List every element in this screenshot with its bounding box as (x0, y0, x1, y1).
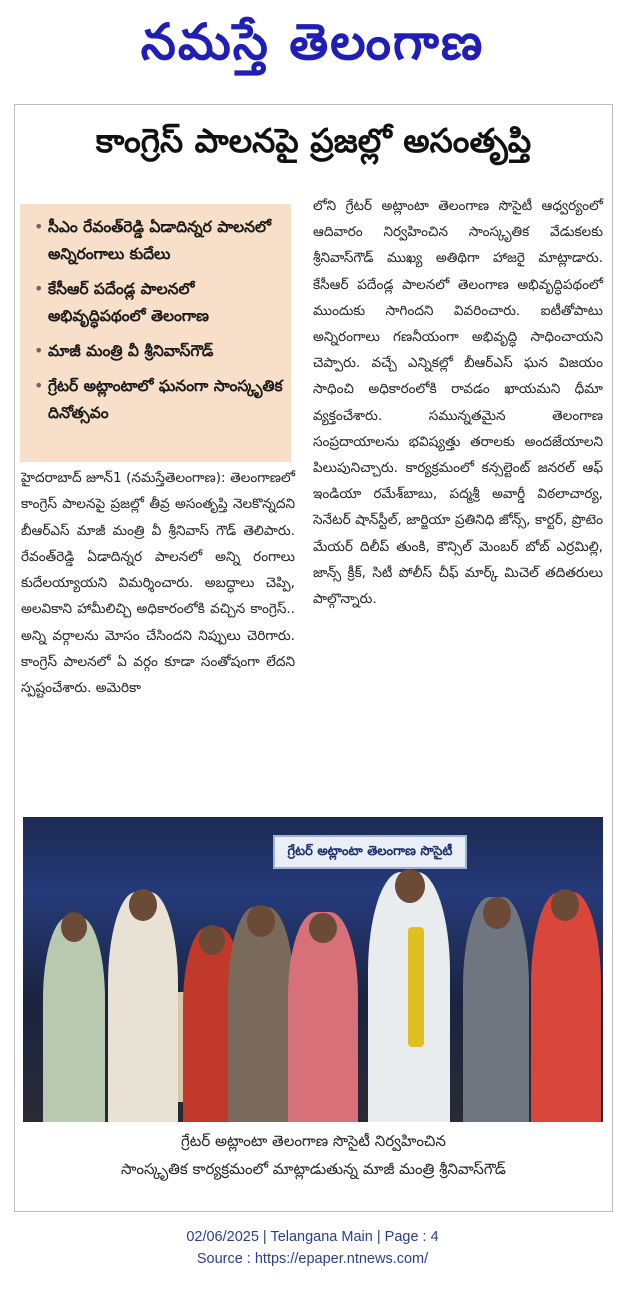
person-head (129, 889, 157, 921)
caption-line: గ్రేటర్ అట్లాంటా తెలంగాణ సొసైటీ నిర్వహించిన (181, 1132, 446, 1150)
body-column-left: హైదరాబాద్ జూన్1 (నమస్తేతెలంగాణ): తెలంగాణలో కాంగ్రెస్ పాలనపై ప్రజల్లో తీవ్ర అసంతృప్తి నెలకొన్నదని బీఆర్ఎస్ మాజీ మంత్రి వీ శ్రీనివాస్ గౌడ్ తెలిపారు. రేవంత్‌రెడ్డి ఏడాదిన్నర పాలనలో అన్ని రంగాలు కుదేలయ్యాయని విమర్శించారు. అబద్ధాలు చెప్పి, అలవికాని హామీలిచ్చి అధికారంలోకి వచ్చిన కాంగ్రెస్.. అన్ని వర్గాలను మోసం చేసిందని నిప్పులు చెరిగారు. కాంగ్రెస్ పాలనలో ఏ వర్గం కూడా సంతోషంగా లేదని స్పష్టంచేశారు. అమెరికా (21, 470, 295, 697)
bullet-icon: • (34, 341, 44, 360)
footer-source-line: Source : https://epaper.ntnews.com/ (196, 1251, 429, 1267)
footer-date-line: 02/06/2025 | Telangana Main | Page : 4 (186, 1229, 439, 1245)
highlight-item (34, 214, 283, 268)
masthead (0, 0, 625, 95)
scarf-shape (408, 927, 424, 1047)
person-figure (531, 892, 601, 1122)
person-head (199, 925, 225, 955)
body-column-right: లోని గ్రేటర్ అట్లాంటా తెలంగాణ సొసైటీ ఆధ్వర్యంలో ఆదివారం నిర్వహించిన సాంస్కృతిక వేడుకలకు శ్రీనివాస్‌గౌడ్ ముఖ్య అతిథిగా హాజరై మాట్లాడారు. కేసీఆర్ పదేండ్ల పాలనలో తెలంగాణ అభివృద్ధిపథంలో ముందుకు సాగిందని వివరించారు. ఐటీతోపాటు అన్నిరంగాలు గణనీయంగా అభివృద్ధి సాధించాయని చెప్పారు. వచ్చే ఎన్నికల్లో బీఆర్ఎస్ ఘన విజయం సాధించి అధికారంలోకి రావడం ఖాయమని ధీమా వ్యక్తంచేశారు. సమున్నతమైన తెలంగాణ సంప్రదాయాలను భవిష్యత్తు తరాలకు అందజేయాలని పిలుపునిచ్చారు. కార్యక్రమంలో కన్సల్టెంట్ జనరల్ ఆఫ్ ఇండియా రమేశ్‌బాబు, పద్మశ్రీ అవార్డీ విఠలాచార్య, సెనేటర్ షాన్‌స్టీల్, జార్జియా ప్రతినిధి జోన్స్, కార్టర్, ప్రొటెం మేయర్ దిలీప్ తుంకి, కౌన్సిల్ మెంబర్ బోబ్ ఎర్రమిల్లి, జాన్స్ క్రీక్, సిటీ పోలీస్ చీఫ్ మార్క్ మిచెల్ తదితరులు పాల్గొన్నారు. (313, 198, 603, 608)
person-figure (463, 897, 529, 1122)
event-photo (23, 817, 603, 1122)
highlight-item (34, 276, 283, 330)
person-figure (108, 892, 178, 1122)
person-figure (288, 912, 358, 1122)
person-head (551, 889, 579, 921)
highlights-box (20, 204, 291, 462)
person-head (395, 869, 425, 903)
highlight-item (34, 338, 283, 365)
article-clipping (14, 104, 613, 1212)
photo-banner: గ్రేటర్ అట్లాంటా తెలంగాణ సొసైటీ (273, 835, 467, 869)
photo-caption (15, 1127, 612, 1183)
person-head (247, 905, 275, 937)
highlight-text: కేసీఆర్ పదేండ్ల పాలనలో అభివృద్ధిపథంలో తెలంగాణ (48, 280, 209, 325)
masthead-title: నమస్తే తెలంగాణ (140, 11, 485, 71)
person-figure (43, 917, 105, 1122)
person-head (483, 897, 511, 929)
highlight-text: మాజీ మంత్రి వీ శ్రీనివాస్‌గౌడ్ (48, 342, 214, 360)
caption-line: సాంస్కృతిక కార్యక్రమంలో మాట్లాడుతున్న మాజీ మంత్రి శ్రీనివాస్‌గౌడ్ (121, 1160, 506, 1178)
bullet-icon: • (34, 279, 44, 298)
bullet-icon: • (34, 217, 44, 236)
person-figure (228, 907, 294, 1122)
person-head (309, 913, 337, 943)
bullet-icon: • (34, 376, 44, 395)
page-footer (0, 1226, 625, 1270)
highlight-item (34, 373, 283, 427)
highlight-text: గ్రేటర్ అట్లాంటాలో ఘనంగా సాంస్కృతిక దినోత్సవం (48, 377, 283, 422)
person-head (61, 912, 87, 942)
highlight-text: సీఎం రేవంత్‌రెడ్డి ఏడాదిన్నర పాలనలో అన్నిరంగాలు కుదేలు (48, 218, 271, 263)
article-headline: కాంగ్రెస్ పాలనపై ప్రజల్లో అసంతృప్తి (95, 121, 532, 160)
